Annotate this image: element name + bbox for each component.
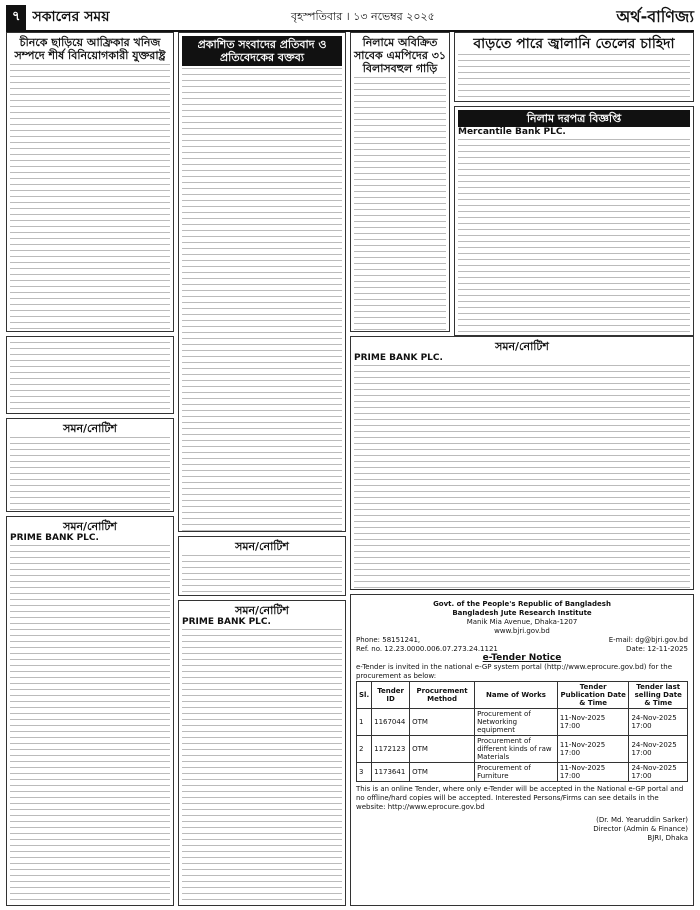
table-cell: 2 [357,736,372,763]
article-rejoinder [178,32,346,532]
table-cell: 11-Nov-2025 17:00 [557,763,629,782]
headline: নিলাম দরপত্র বিজ্ঞপ্তি [458,110,690,127]
table-cell: 24-Nov-2025 17:00 [629,709,688,736]
tender-col-header: Tender ID [372,682,410,709]
summons-notice-3 [350,336,694,590]
headline: প্রকাশিত সংবাদের প্রতিবাদ ও প্রতিবেদকের বক্তব্য [182,36,342,66]
tender-table [356,681,688,782]
table-row [357,763,688,782]
email: E-mail: dg@bjri.gov.bd [608,636,688,644]
summons-notice-2 [6,516,174,906]
org-name: Bangladesh Jute Research Institute [452,609,592,617]
signer-org: BJRI, Dhaka [647,834,688,842]
section-title: অর্থ-বাণিজ্য [616,6,694,26]
table-row [357,709,688,736]
body-text [354,363,690,590]
summons-notice-4 [178,536,346,596]
body-text [182,553,342,596]
table-cell: OTM [410,763,475,782]
signer-role: Director (Admin & Finance) [593,825,688,833]
bank-name: Mercantile Bank PLC. [458,127,566,137]
notice-date: Date: 12-11-2025 [626,645,688,653]
table-cell: Procurement of different kinds of raw Materials [475,736,558,763]
table-cell: Procurement of Networking equipment [475,709,558,736]
table-cell: 1 [357,709,372,736]
tender-col-header: Name of Works [475,682,558,709]
tender-col-header: Sl. [357,682,372,709]
table-cell: 24-Nov-2025 17:00 [629,736,688,763]
body-text [182,627,342,906]
ref-no: Ref. no. 12.23.0000.006.07.273.24.1121 [356,645,498,653]
summons-notice-5 [178,600,346,906]
tender-title: e-Tender Notice [482,653,562,663]
govt-notice [6,336,174,414]
org-line: Govt. of the People's Republic of Bangladesh [433,600,611,608]
org-address: Manik Mia Avenue, Dhaka-1207 [466,618,578,626]
tender-col-header: Procurement Method [410,682,475,709]
body-text [10,543,170,906]
bank-name: PRIME BANK PLC. [182,617,271,627]
table-cell: 11-Nov-2025 17:00 [557,709,629,736]
body-text [10,340,170,410]
summons-notice-1 [6,418,174,512]
headline: নিলামে অবিক্রিত সাবেক এমপিদের ৩১ বিলাসবহুল গাড়ি [354,36,446,75]
paper-name: সকালের সময় [32,9,110,25]
masthead [6,4,694,32]
headline: সমন/নোটিশ [235,540,289,553]
article-mp-cars [350,32,450,332]
table-cell: 3 [357,763,372,782]
bank-name: PRIME BANK PLC. [354,353,443,363]
table-cell: Procurement of Furniture [475,763,558,782]
table-cell: 1173641 [372,763,410,782]
table-cell: OTM [410,709,475,736]
table-cell: OTM [410,736,475,763]
headline: চীনকে ছাড়িয়ে আফ্রিকার খনিজ সম্পদে শীর্ষ বিনিয়োগকারী যুক্তরাষ্ট্র [14,36,166,62]
table-row [357,736,688,763]
table-cell: 24-Nov-2025 17:00 [629,763,688,782]
table-cell: 11-Nov-2025 17:00 [557,736,629,763]
article-africa-minerals [6,32,174,332]
tender-col-header: Tender Publication Date & Time [557,682,629,709]
tender-intro: e-Tender is invited in the national e-GP system portal (http://www.eprocure.gov.bd) for the procurement as below: [356,663,673,680]
table-cell: 1167044 [372,709,410,736]
headline: সমন/নোটিশ [63,422,117,435]
body-text [182,66,342,532]
tender-footer: This is an online Tender, where only e-Tender will be accepted in the National e-GP portal and no offline/hard copies will be accepted. Interested Persons/Firms can see details in the website: http://www.eprocure.gov.bd [356,785,684,811]
phone: Phone: 58151241, [356,636,421,644]
tender-col-header: Tender last selling Date & Time [629,682,688,709]
headline: সমন/নোটিশ [235,604,289,617]
org-website: www.bjri.gov.bd [494,627,550,635]
headline: সমন/নোটিশ [63,520,117,533]
issue-date: বৃহস্পতিবার । ১৩ নভেম্বর ২০২৫ [291,9,435,23]
table-cell: 1172123 [372,736,410,763]
etender-notice [350,594,694,906]
headline: সমন/নোটিশ [495,340,549,353]
body-text [10,435,170,512]
body-text [458,137,690,336]
article-fuel-demand [454,32,694,102]
auction-notice [454,106,694,336]
signer-name: (Dr. Md. Yearuddin Sarker) [596,816,688,824]
body-text [354,75,446,332]
headline: বাড়তে পারে জ্বালানি তেলের চাহিদা [473,36,675,52]
page-number: ৭ [6,5,26,30]
bank-name: PRIME BANK PLC. [10,533,99,543]
body-text [10,62,170,332]
body-text [458,52,690,102]
